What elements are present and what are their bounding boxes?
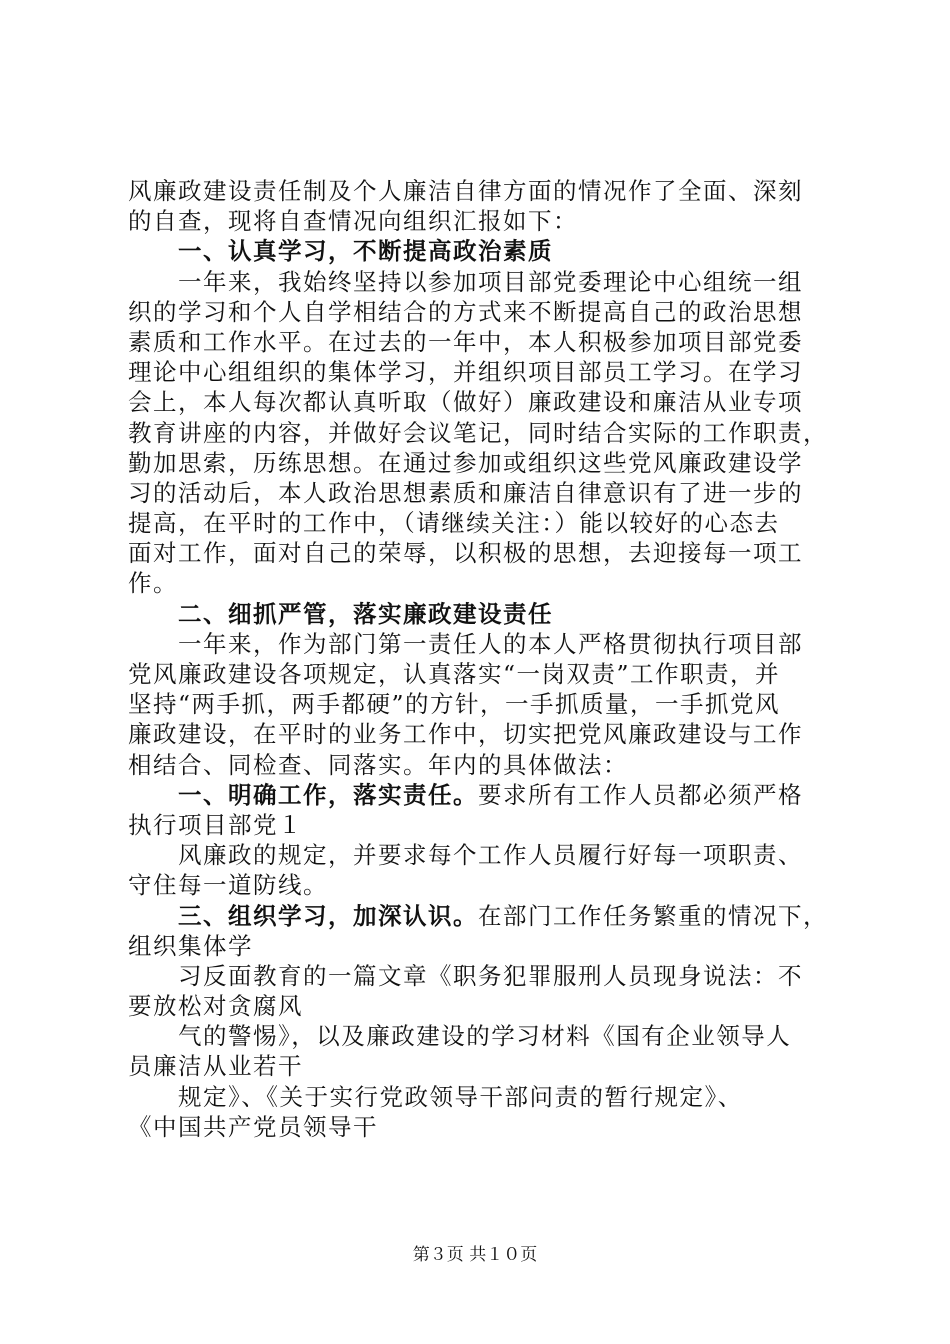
line-text: 在部门工作任务繁重的情况下， (478, 901, 828, 930)
text-line: 素质和工作水平。在过去的一年中，本人积极参加项目部党委 (128, 327, 803, 356)
text-line: 提高，在平时的工作中，（请继续关注：）能以较好的心态去 (128, 509, 780, 538)
text-line: 廉政建设，在平时的业务工作中，切实把党风廉政建设与工作 (128, 720, 803, 749)
section-heading: 二、细抓严管，落实廉政建设责任 (178, 599, 553, 628)
text-line: 理论中心组组织的集体学习，并组织项目部员工学习。在学习 (128, 358, 803, 387)
text-line: 织的学习和个人自学相结合的方式来不断提高自己的政治思想 (128, 297, 803, 326)
text-line: 要放松对贪腐风 (128, 992, 303, 1021)
text-line: 气的警惕》，以及廉政建设的学习材料《国有企业领导人 (178, 1022, 792, 1051)
text-line: 风廉政建设责任制及个人廉洁自律方面的情况作了全面、深刻 (128, 177, 803, 205)
text-line: 党风廉政建设各项规定，认真落实“一岗双责”工作职责，并 (128, 660, 781, 688)
text-line: 相结合、同检查、同落实。年内的具体做法： (128, 750, 628, 779)
text-line (128, 780, 830, 810)
text-line: 会上，本人每次都认真听取（做好）廉政建设和廉洁从业专项 (128, 388, 803, 417)
bold-heading: 三、组织学习，加深认识。 (178, 901, 478, 930)
text-line: 风廉政的规定，并要求每个工作人员履行好每一项职责、 (178, 841, 803, 870)
text-line: 执行项目部党１ (128, 810, 303, 839)
text-line: 一年来，作为部门第一责任人的本人严格贯彻执行项目部 (178, 629, 803, 658)
text-line: 作。 (128, 569, 178, 598)
bold-heading: 一、明确工作，落实责任。 (178, 780, 478, 809)
text-line: 面对工作，面对自己的荣辱，以积极的思想，去迎接每一项工 (128, 539, 803, 568)
text-line: 教育讲座的内容，并做好会议笔记，同时结合实际的工作职责， (128, 418, 828, 447)
text-line: 习反面教育的一篇文章《职务犯罪服刑人员现身说法：不 (178, 961, 803, 990)
text-line: 的自查，现将自查情况向组织汇报如下： (128, 207, 578, 236)
text-line (128, 901, 830, 931)
text-line: 《中国共产党员领导干 (128, 1112, 378, 1141)
text-line: 组织集体学 (128, 931, 253, 960)
text-line: 员廉洁从业若干 (128, 1052, 303, 1081)
section-heading: 一、认真学习，不断提高政治素质 (178, 237, 553, 266)
text-line: 勤加思索，历练思想。在通过参加或组织这些党风廉政建设学 (128, 448, 803, 477)
text-line: 坚持“两手抓，两手都硬”的方针，一手抓质量，一手抓党风 (128, 690, 781, 719)
document-body (128, 176, 830, 1142)
text-line: 习的活动后，本人政治思想素质和廉洁自律意识有了进一步的 (128, 478, 803, 507)
text-line: 守住每一道防线。 (128, 871, 328, 900)
page-footer: 第３页 共１０页 (412, 1245, 538, 1265)
line-text: 要求所有工作人员都必须严格 (478, 780, 803, 809)
text-line: 一年来，我始终坚持以参加项目部党委理论中心组统一组 (178, 267, 803, 296)
text-line: 规定》、《关于实行党政领导干部问责的暂行规定》、 (178, 1082, 743, 1111)
